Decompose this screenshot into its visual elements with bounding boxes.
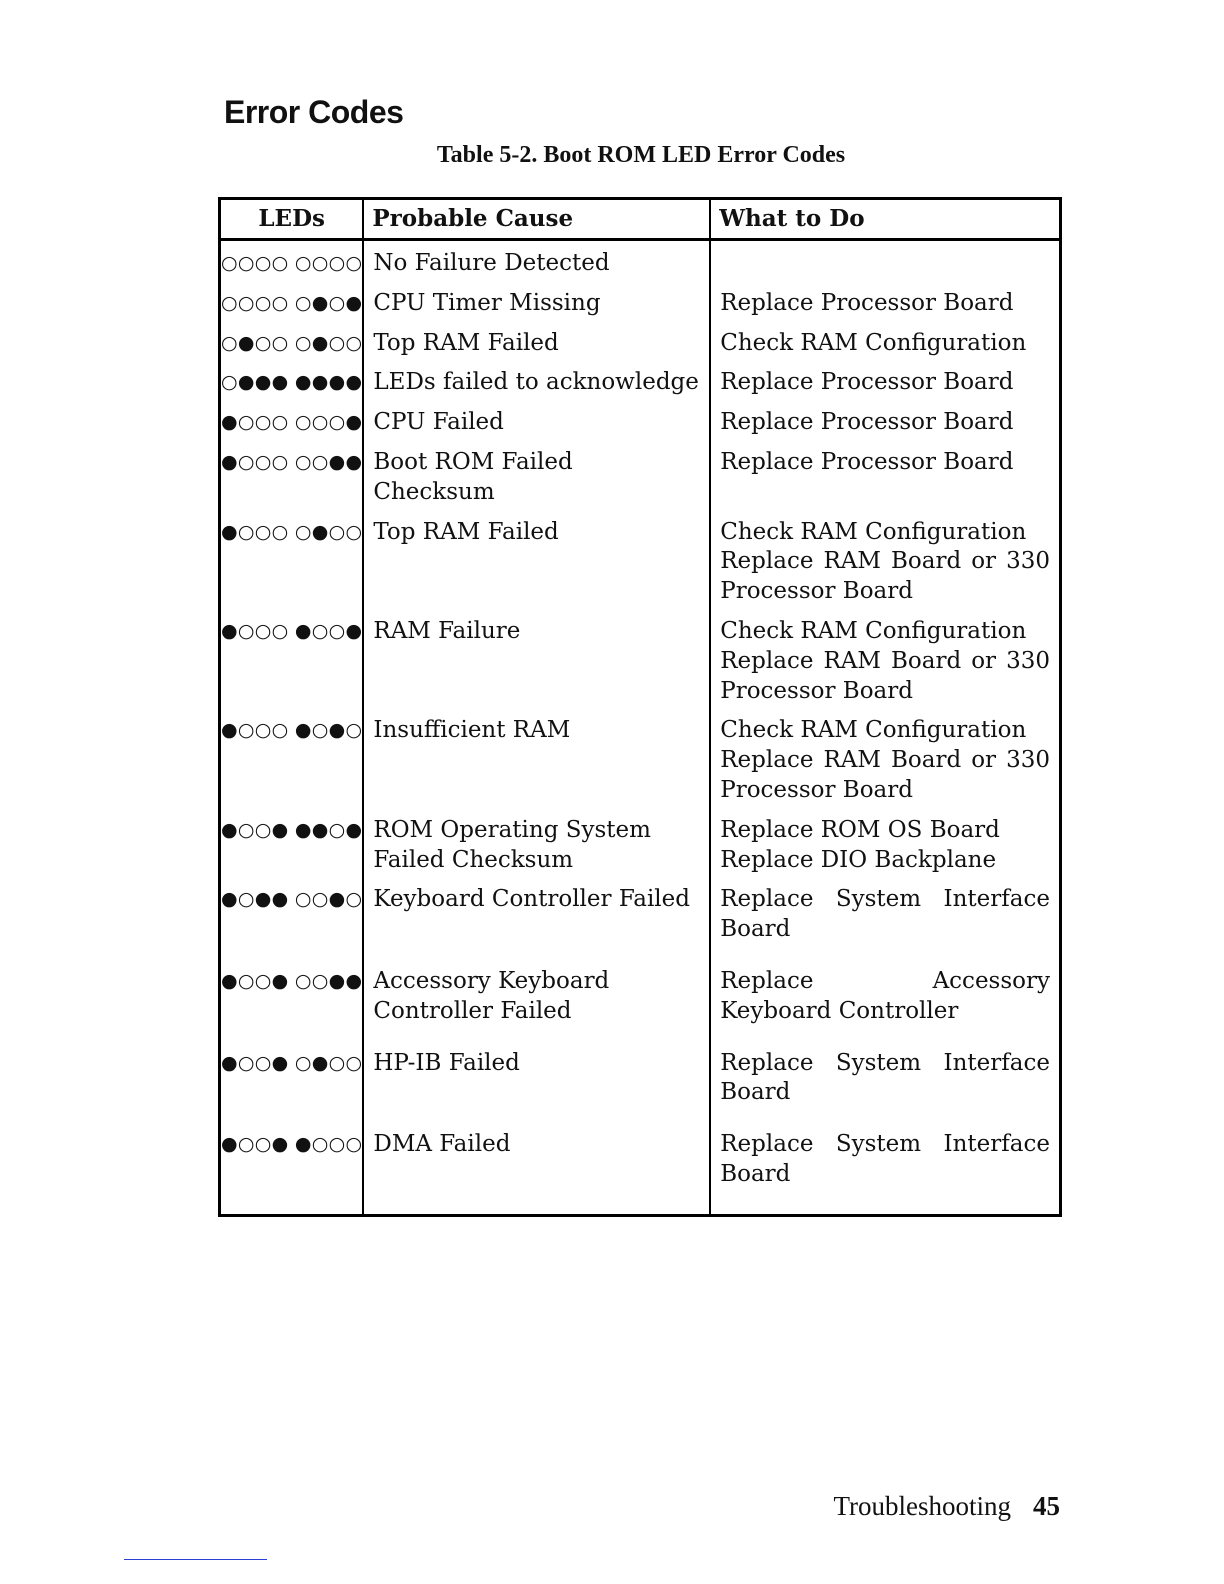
action-line: Check RAM Configuration [720, 617, 1027, 644]
section-heading: Error Codes [224, 94, 404, 130]
header-what-to-do: What to Do [710, 199, 1060, 240]
footer-rule [124, 1559, 267, 1560]
led-pattern: ○●●● ●●●● [221, 371, 363, 394]
what-to-do [710, 708, 1060, 807]
led-pattern: ●○○○ ●○○● [221, 619, 363, 642]
led-pattern: ●○○○ ○○○● [221, 411, 363, 434]
action-line: Replace System Interface Board [720, 1049, 1050, 1106]
led-pattern: ●○○● ●○○○ [221, 1133, 363, 1156]
action-line: Replace Accessory Keyboard Controller [720, 967, 1050, 1024]
action-line: Replace Processor Board [720, 409, 1014, 436]
spacer-cell [710, 1192, 1060, 1216]
table-row [220, 321, 1061, 361]
what-to-do [710, 877, 1060, 959]
probable-cause: Accessory Keyboard Controller Failed [363, 959, 710, 1041]
probable-cause: ROM Operating System Failed Checksum [363, 808, 710, 878]
probable-cause: DMA Failed [363, 1122, 710, 1192]
action-line: Check RAM Configuration [720, 717, 1027, 744]
led-pattern: ●○●● ○○●○ [221, 888, 363, 911]
action-line: Replace ROM OS Board [720, 816, 1000, 843]
what-to-do [710, 281, 1060, 321]
header-probable-cause: Probable Cause [363, 199, 710, 240]
what-to-do [710, 321, 1060, 361]
what-to-do [710, 1041, 1060, 1123]
led-pattern: ○●○○ ○●○○ [221, 331, 363, 354]
action-line: Replace Processor Board [720, 289, 1014, 316]
action-line: Replace System Interface Board [720, 1131, 1050, 1187]
spacer-cell [220, 1192, 364, 1216]
probable-cause: LEDs failed to acknowledge [363, 360, 710, 400]
led-pattern: ●○○● ○●○○ [221, 1051, 363, 1074]
table-row [220, 877, 1061, 959]
led-pattern: ●○○○ ○●○○ [221, 520, 363, 543]
probable-cause: CPU Failed [363, 400, 710, 440]
error-code-table [218, 197, 1062, 1217]
what-to-do [710, 400, 1060, 440]
spacer-cell [363, 1192, 710, 1216]
probable-cause: Keyboard Controller Failed [363, 877, 710, 959]
led-pattern: ○○○○ ○●○● [221, 291, 363, 314]
table-row [220, 1041, 1061, 1123]
led-pattern: ●○○○ ●○●○ [221, 719, 363, 742]
probable-cause: No Failure Detected [363, 240, 710, 281]
table-row [220, 510, 1061, 609]
led-pattern: ○○○○ ○○○○ [221, 252, 363, 274]
what-to-do [710, 1122, 1060, 1192]
what-to-do [710, 440, 1060, 510]
led-pattern: ●○○○ ○○●● [221, 450, 363, 473]
header-leds: LEDs [220, 199, 364, 240]
what-to-do [710, 609, 1060, 708]
page-number: 45 [1033, 1491, 1060, 1521]
probable-cause: Boot ROM Failed Checksum [363, 440, 710, 510]
action-line: Replace Processor Board [720, 448, 1014, 475]
table-row [220, 808, 1061, 878]
what-to-do [710, 240, 1060, 281]
probable-cause: Top RAM Failed [363, 321, 710, 361]
action-line: Replace System Interface Board [720, 886, 1050, 943]
probable-cause: Insufficient RAM [363, 708, 710, 807]
table-row [220, 240, 1061, 281]
what-to-do [710, 360, 1060, 400]
table-row [220, 281, 1061, 321]
action-line: Replace DIO Backplane [720, 846, 997, 873]
table-row [220, 400, 1061, 440]
probable-cause: Top RAM Failed [363, 510, 710, 609]
page-footer [833, 1491, 1060, 1522]
probable-cause: RAM Failure [363, 609, 710, 708]
probable-cause: HP-IB Failed [363, 1041, 710, 1123]
action-line: Check RAM Configuration [720, 329, 1027, 356]
table-row [220, 440, 1061, 510]
table-bottom-spacer [220, 1192, 1061, 1216]
action-line: Check RAM Configuration [720, 518, 1027, 545]
led-pattern: ●○○● ●●○● [221, 818, 363, 841]
table-row [220, 609, 1061, 708]
table-caption: Table 5-2. Boot ROM LED Error Codes [436, 142, 846, 168]
action-line: Replace RAM Board or 330 Processor Board [720, 747, 1050, 803]
action-line: Replace RAM Board or 330 Processor Board [720, 647, 1050, 704]
probable-cause: CPU Timer Missing [363, 281, 710, 321]
what-to-do [710, 510, 1060, 609]
what-to-do [710, 959, 1060, 1041]
table-row [220, 959, 1061, 1041]
table-header-row [220, 199, 1061, 240]
what-to-do [710, 808, 1060, 878]
table-row [220, 1122, 1061, 1192]
led-pattern: ●○○● ○○●● [221, 969, 363, 992]
table-row [220, 360, 1061, 400]
table-row [220, 708, 1061, 807]
action-line: Replace Processor Board [720, 369, 1014, 396]
action-line: Replace RAM Board or 330 Processor Board [720, 548, 1050, 605]
footer-section: Troubleshooting [833, 1491, 1011, 1521]
